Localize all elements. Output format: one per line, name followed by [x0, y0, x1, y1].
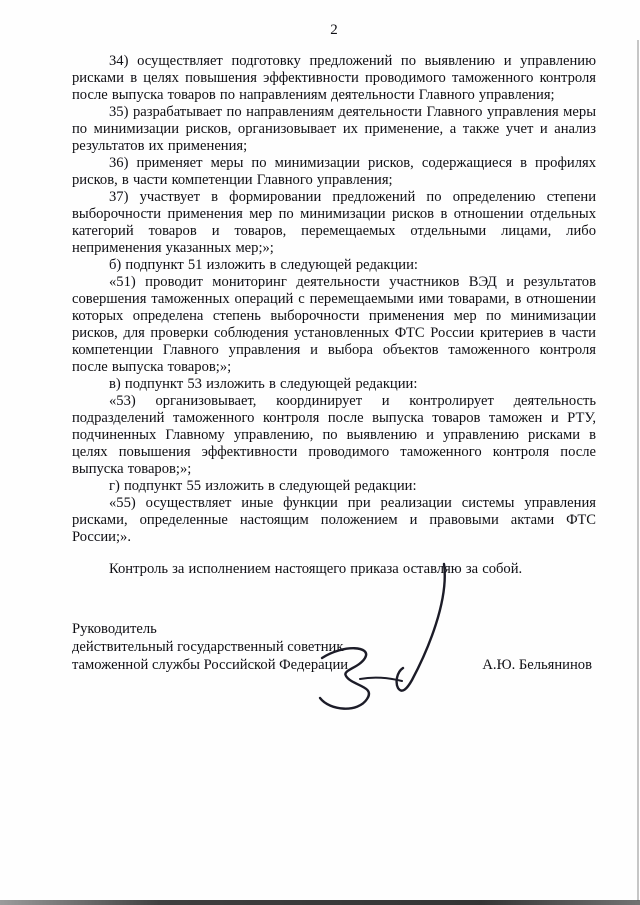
paragraph: 35) разрабатывает по направлениям деятельности Главного управления меры по минимизации рисков, организовывает их применение, а также учет и анализ результатов их применения;: [72, 104, 596, 154]
page-number: 2: [330, 22, 338, 38]
signer-title-line: действительный государственный советник: [72, 639, 344, 655]
paragraph: в) подпункт 53 изложить в следующей редакции:: [109, 376, 418, 392]
paragraph: 37) участвует в формировании предложений по определению степени выборочности применения мер по минимизации рисков в отношении отдельных категорий товаров и товаров, перемещаемых отдельными лицами, либо неприменения указанных мер;»;: [72, 189, 596, 256]
paragraph: 34) осуществляет подготовку предложений по выявлению и управлению рисками в целях повышения эффективности проводимого таможенного контроля после выпуска товаров по направлениям деятельности Главного управления;: [72, 53, 596, 103]
paragraph: б) подпункт 51 изложить в следующей редакции:: [109, 257, 418, 273]
control-statement: Контроль за исполнением настоящего приказа оставляю за собой.: [109, 561, 523, 577]
paragraph: г) подпункт 55 изложить в следующей редакции:: [109, 478, 417, 494]
signature-block: [0, 620, 640, 674]
signer-title-line: Руководитель: [72, 621, 157, 637]
signature-stroke-connector: [360, 678, 402, 681]
paragraph: «53) организовывает, координирует и контролирует деятельность подразделений таможенного контроля после выпуска товаров таможен и РТУ, подчиненных Главному управлению, по выявлению и управлению рисками в целях повышения эффективности проводимого таможенного контроля после выпуска товаров;»;: [72, 393, 596, 477]
paragraph: «55) осуществляет иные функции при реализации системы управления рисками, определенные настоящим положением и правовыми актами ФТС России;».: [72, 495, 596, 545]
signer-title-line: таможенной службы Российской Федерации: [72, 657, 349, 673]
paragraph: 36) применяет меры по минимизации рисков, содержащиеся в профилях рисков, в части компетенции Главного управления;: [72, 155, 596, 188]
document-body: [72, 53, 596, 578]
paragraph: «51) проводит мониторинг деятельности участников ВЭД и результатов совершения таможенных операций с перемещаемыми ими товарами, в отношении которых определена степень выборочности применения мер по минимизации рисков, для проверки соблюдения установленных ФТС России критериев в части компетенции Главного управления и выбора объектов таможенного контроля после выпуска товаров;»;: [72, 274, 596, 375]
signer-name: А.Ю. Бельянинов: [482, 657, 592, 673]
